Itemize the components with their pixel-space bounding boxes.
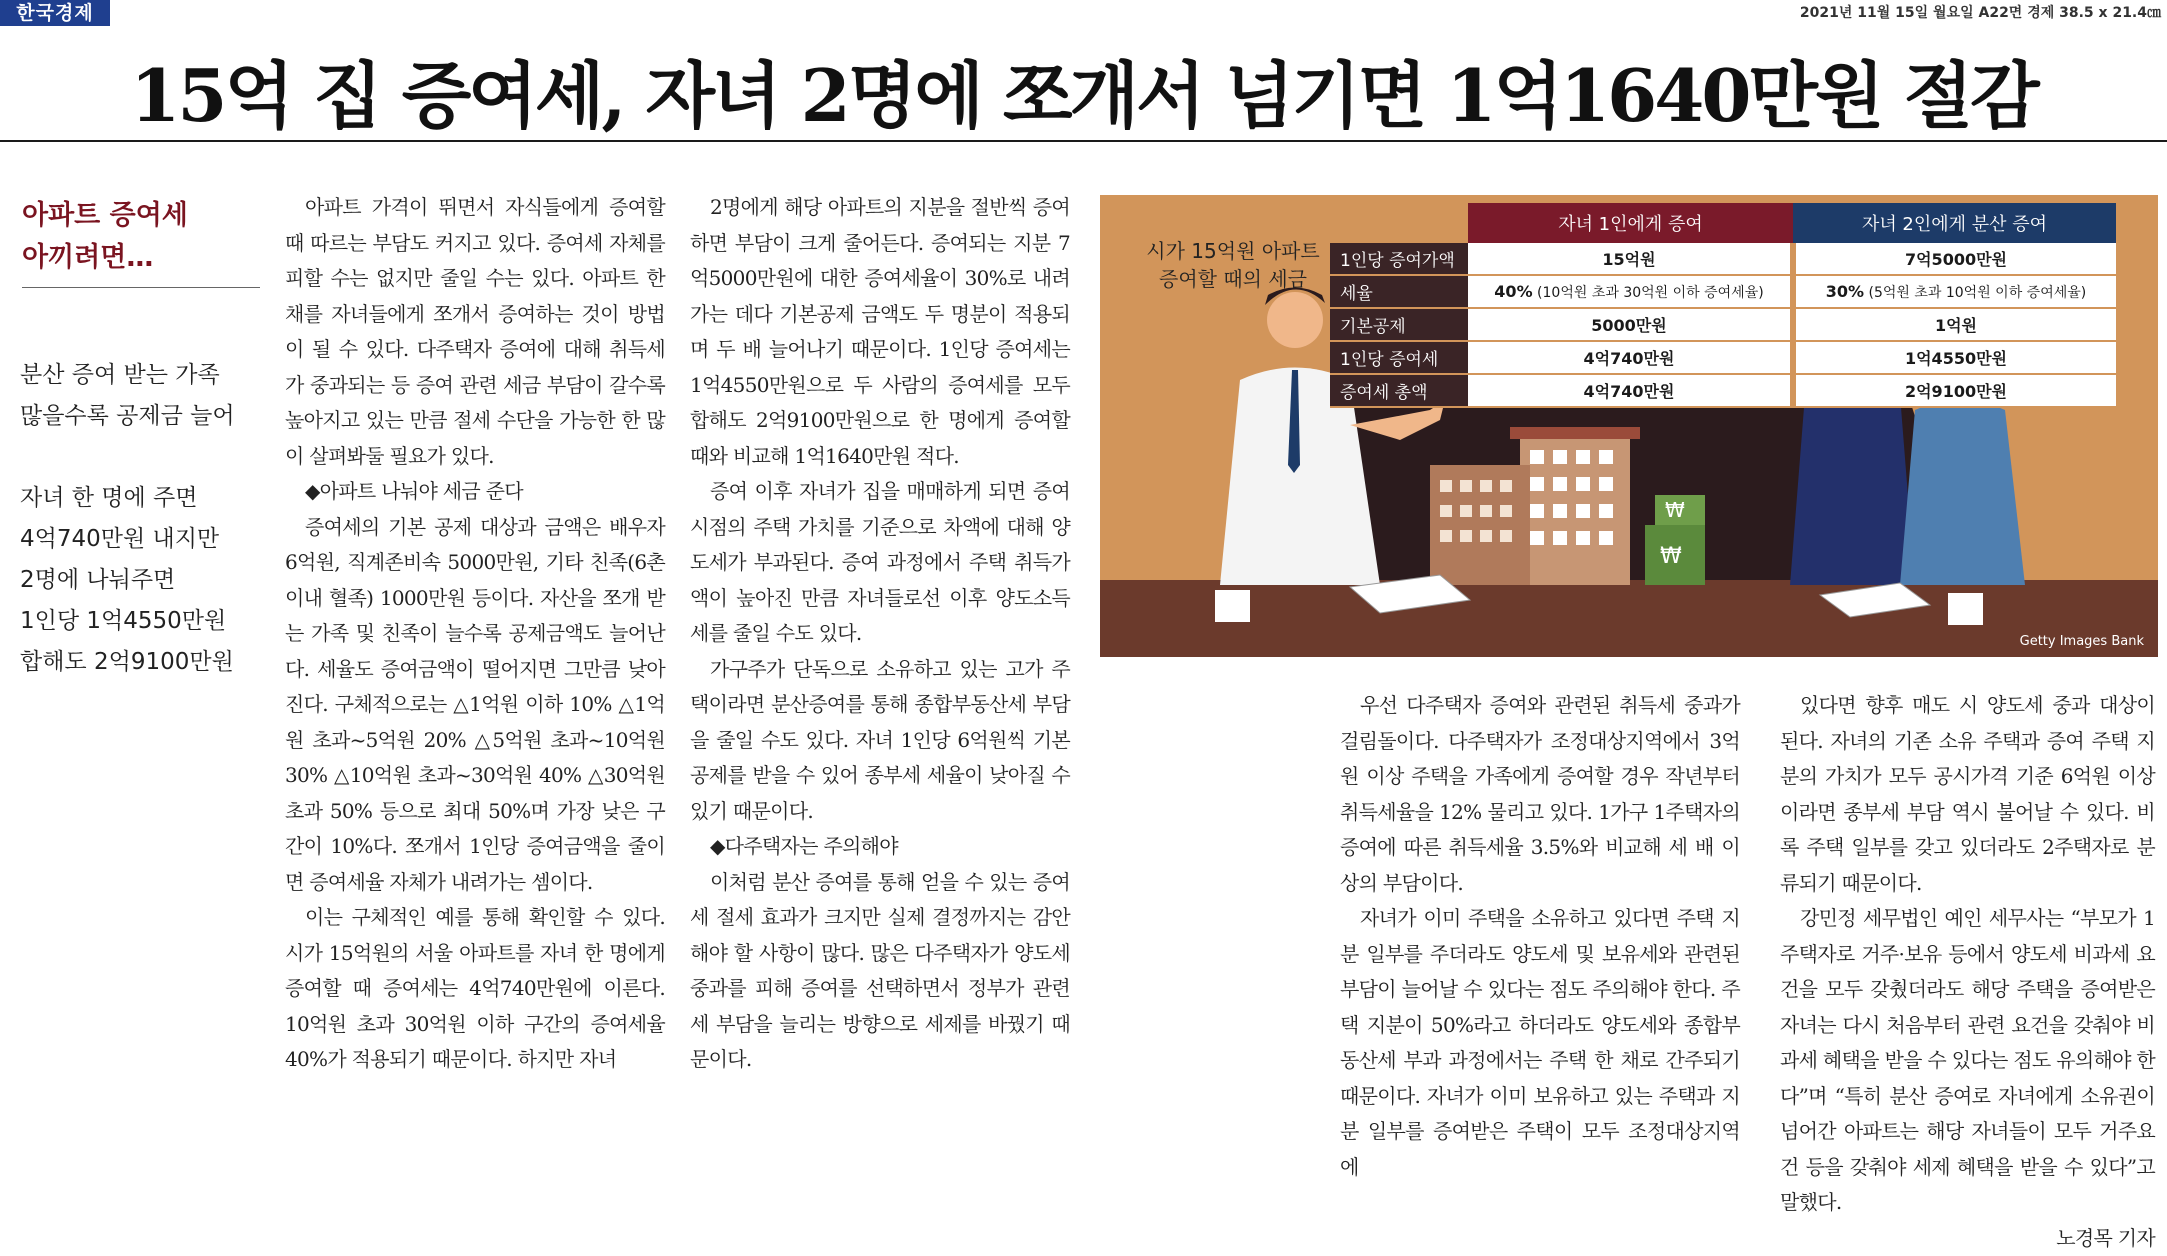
summary-line: 많을수록 공제금 늘어 bbox=[20, 396, 265, 437]
caption-line: 증여할 때의 세금 bbox=[1138, 265, 1328, 293]
paragraph: 가구주가 단독으로 소유하고 있는 고가 주택이라면 분산증여를 통해 종합부동산세 부담을 줄일 수도 있다. 자녀 1인당 6억원씩 기본공제를 받을 수 있어 종부세 세율이 낮아질 수 있기 때문이다. bbox=[690, 652, 1070, 830]
value-single: 15억원 bbox=[1468, 243, 1793, 275]
summary-line: 1인당 1억4550만원 bbox=[20, 601, 265, 642]
svg-text:₩: ₩ bbox=[1665, 498, 1685, 522]
kicker-divider bbox=[22, 287, 260, 288]
kicker-line-2: 아끼려면… bbox=[22, 237, 252, 279]
paragraph: 증여 이후 자녀가 집을 매매하게 되면 증여 시점의 주택 가치를 기준으로 차액에 대해 양도세가 부과된다. 증여 과정에서 주택 취득가액이 높아진 만큼 자녀들로선 이후 양도소득세를 줄일 수도 있다. bbox=[690, 474, 1070, 652]
kicker bbox=[22, 195, 252, 288]
summary-line: 합해도 2억9100만원 bbox=[20, 642, 265, 683]
paragraph: 이는 구체적인 예를 통해 확인할 수 있다. 시가 15억원의 서울 아파트를 자녀 한 명에게 증여할 때 증여세는 4억740만원에 이른다. 10억원 초과 30억원 이하 구간의 증여세율 40%가 적용되기 때문이다. 하지만 자녀 bbox=[285, 900, 665, 1078]
infographic-caption bbox=[1138, 237, 1328, 293]
paragraph bbox=[1780, 901, 2155, 1256]
paragraph: 이처럼 분산 증여를 통해 얻을 수 있는 증여세 절세 효과가 크지만 실제 결정까지는 감안해야 할 사항이 많다. 많은 다주택자가 양도세 중과를 피해 증여를 선택하면서 정부가 관련 세 부담을 늘리는 방향으로 세제를 바꿨기 때문이다. bbox=[690, 865, 1070, 1078]
row-label: 1인당 증여가액 bbox=[1330, 243, 1468, 275]
row-label: 기본공제 bbox=[1330, 308, 1468, 341]
article-column-4 bbox=[1780, 688, 2155, 1256]
row-label: 1인당 증여세 bbox=[1330, 341, 1468, 374]
table-row bbox=[1330, 243, 2116, 275]
value-split: 1억4550만원 bbox=[1793, 341, 2116, 374]
summary-line: 분산 증여 받는 가족 bbox=[20, 355, 265, 396]
infographic bbox=[1100, 195, 2158, 657]
paragraph: 2명에게 해당 아파트의 지분을 절반씩 증여하면 부담이 크게 줄어든다. 증여되는 지분 7억5000만원에 대한 증여세율이 30%로 내려가는 데다 기본공제 금액도 두 명분이 적용되며 두 배 늘어나기 때문이다. 1인당 증여세는 1억4550만원으로 두 사람의 증여세를 모두 합해도 2억9100만원으로 한 명에게 증여할 때와 비교해 1억1640만원 적다. bbox=[690, 190, 1070, 474]
masthead-logo: 한국경제 bbox=[0, 0, 110, 26]
table-row bbox=[1330, 374, 2116, 407]
svg-text:₩: ₩ bbox=[1660, 544, 1682, 569]
summary-line bbox=[20, 437, 265, 478]
value-single: 40% (10억원 초과 30억원 이하 증여세율) bbox=[1468, 275, 1793, 308]
paragraph: 아파트 가격이 뛰면서 자식들에게 증여할 때 따르는 부담도 커지고 있다. 증여세 자체를 피할 수는 없지만 줄일 수는 있다. 아파트 한 채를 자녀들에게 쪼개서 증여하는 것이 방법이 될 수 있다. 다주택자 증여에 대해 취득세가 중과되는 등 증여 관련 세금 부담이 갈수록 높아지고 있는 만큼 절세 수단을 가능한 한 많이 살펴봐둘 필요가 있다. bbox=[285, 190, 665, 474]
subheading: ◆아파트 나눠야 세금 준다 bbox=[285, 474, 665, 510]
value-split: 30% (5억원 초과 10억원 이하 증여세율) bbox=[1793, 275, 2116, 308]
summary-line: 4억740만원 내지만 bbox=[20, 519, 265, 560]
tax-comparison-table bbox=[1330, 203, 2116, 408]
paragraph: 우선 다주택자 증여와 관련된 취득세 중과가 걸림돌이다. 다주택자가 조정대상지역에서 3억원 이상 주택을 가족에게 증여할 경우 작년부터 취득세율을 12% 물리고 있다. 1가구 1주택자의 증여에 따른 취득세율 3.5%와 비교해 세 배 이상의 부담이다. bbox=[1340, 688, 1740, 901]
value-split: 2억9100만원 bbox=[1793, 374, 2116, 407]
header-two-children: 자녀 2인에게 분산 증여 bbox=[1793, 203, 2116, 243]
kicker-line-1: 아파트 증여세 bbox=[22, 195, 252, 237]
table-row bbox=[1330, 341, 2116, 374]
table-header-blank bbox=[1330, 203, 1468, 243]
table-row bbox=[1330, 275, 2116, 308]
paragraph: 자녀가 이미 주택을 소유하고 있다면 주택 지분 일부를 주더라도 양도세 및 보유세와 관련된 부담이 늘어날 수 있다는 점도 주의해야 한다. 주택 지분이 50%라고 하더라도 양도세와 종합부동산세 부과 과정에서는 주택 한 채로 간주되기 때문이다. 자녀가 이미 보유하고 있는 주택과 지분 일부를 증여받은 주택이 모두 조정대상지역에 bbox=[1340, 901, 1740, 1185]
paragraph: 있다면 향후 매도 시 양도세 중과 대상이 된다. 자녀의 기존 소유 주택과 증여 주택 지분의 가치가 모두 공시가격 기준 6억원 이상이라면 종부세 부담 역시 불어날 수 있다. 비록 주택 일부를 갖고 있더라도 2주택자로 분류되기 때문이다. bbox=[1780, 688, 2155, 901]
headline-rule bbox=[0, 140, 2167, 142]
row-label: 세율 bbox=[1330, 275, 1468, 308]
article-column-1 bbox=[285, 190, 665, 1078]
subheading: ◆다주택자는 주의해야 bbox=[690, 829, 1070, 865]
summary-line: 2명에 나눠주면 bbox=[20, 560, 265, 601]
summary-line: 자녀 한 명에 주면 bbox=[20, 478, 265, 519]
paragraph-text: 강민정 세무법인 예인 세무사는 “부모가 1주택자로 거주·보유 등에서 양도세 비과세 요건을 모두 갖췄더라도 해당 주택을 증여받은 자녀는 다시 처음부터 관련 요건을 갖춰야 비과세 혜택을 받을 수 있다는 점도 유의해야 한다”며 “특히 분산 증여로 자녀에게 소유권이 넘어간 아파트는 해당 자녀들이 모두 거주요건 등을 갖춰야 세제 혜택을 받을 수 있다”고 말했다. bbox=[1780, 906, 2155, 1214]
photo-credit: Getty Images Bank bbox=[2020, 634, 2144, 649]
summary-box bbox=[20, 355, 265, 683]
value-single: 4억740만원 bbox=[1468, 374, 1793, 407]
row-label: 증여세 총액 bbox=[1330, 374, 1468, 407]
value-single: 4억740만원 bbox=[1468, 341, 1793, 374]
value-split: 7억5000만원 bbox=[1793, 243, 2116, 275]
paragraph: 증여세의 기본 공제 대상과 금액은 배우자 6억원, 직계존비속 5000만원, 기타 친족(6촌 이내 혈족) 1000만원 등이다. 자산을 쪼개 받는 가족 및 친족이 늘수록 공제금액도 늘어난다. 세율도 증여금액이 떨어지면 그만큼 낮아진다. 구체적으로는 △1억원 이하 10% △1억원 초과~5억원 20% △5억원 초과~10억원 30% △10억원 초과~30억원 40% △30억원 초과 50% 등으로 최대 50%며 가장 낮은 구간이 10%다. 쪼개서 1인당 증여금액을 줄이면 증여세율 자체가 내려가는 셈이다. bbox=[285, 510, 665, 901]
headline: 15억 집 증여세, 자녀 2명에 쪼개서 넘기면 1억1640만원 절감 bbox=[0, 38, 2167, 142]
article-column-3 bbox=[1340, 688, 1740, 1185]
table-row bbox=[1330, 308, 2116, 341]
header-single-child: 자녀 1인에게 증여 bbox=[1468, 203, 1793, 243]
article-column-2 bbox=[690, 190, 1070, 1078]
caption-line: 시가 15억원 아파트 bbox=[1138, 237, 1328, 265]
value-split: 1억원 bbox=[1793, 308, 2116, 341]
dateline: 2021년 11월 15일 월요일 A22면 경제 38.5 x 21.4㎝ bbox=[1800, 2, 2161, 22]
byline: 노경목 기자 bbox=[1780, 1221, 2155, 1256]
value-single: 5000만원 bbox=[1468, 308, 1793, 341]
